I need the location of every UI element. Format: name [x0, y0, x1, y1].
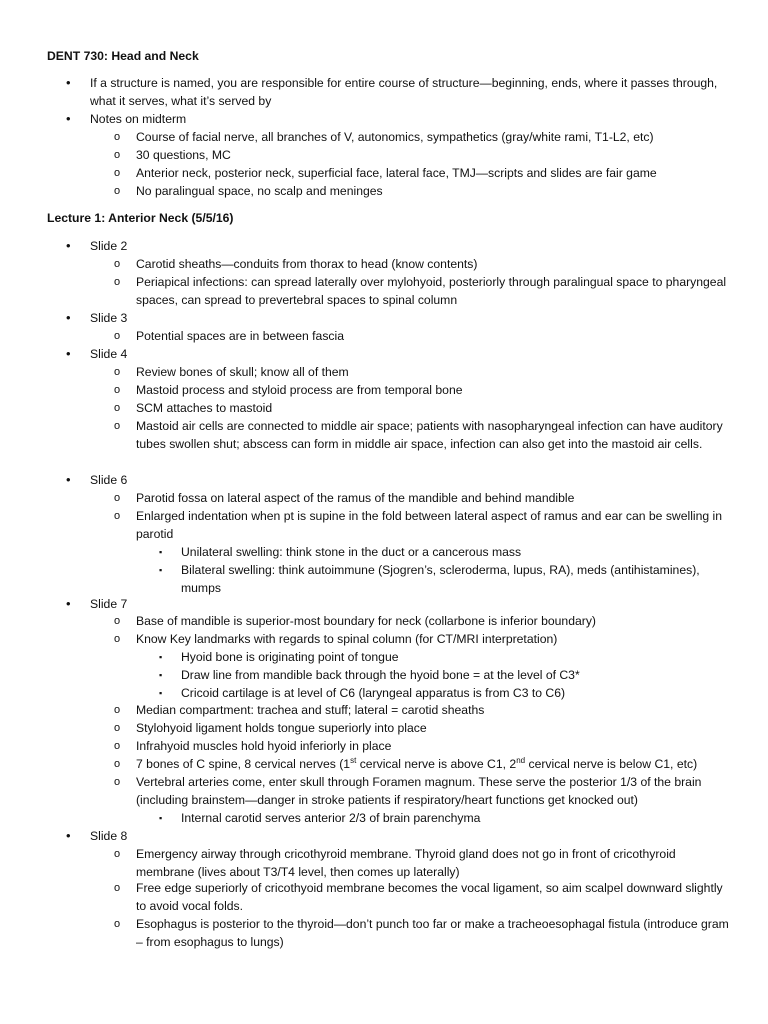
circle-marker: o [114, 185, 121, 197]
slide-7-subitem [159, 684, 736, 702]
document-title: DENT 730: Head and Neck [47, 49, 199, 63]
ordinal-st: st [350, 755, 357, 765]
slide-7-item [114, 701, 736, 719]
cervical-text-c: cervical nerve is below C1, etc) [525, 757, 698, 771]
bullet-text: Notes on midterm [90, 112, 187, 126]
slide-6-bullet [66, 471, 730, 489]
ordinal-nd: nd [516, 755, 526, 765]
slide-label: Slide 2 [90, 239, 128, 253]
slide-7-subitem [159, 648, 736, 666]
circle-marker: o [114, 848, 121, 860]
midterm-note [114, 164, 736, 182]
item-text: Parotid fossa on lateral aspect of the ramus of the mandible and behind mandible [136, 491, 575, 505]
bullet-marker: • [66, 75, 71, 90]
circle-marker: o [114, 722, 121, 734]
square-marker: ▪ [159, 688, 163, 698]
bullet-marker: • [66, 310, 71, 325]
item-text: Base of mandible is superior-most boundary for neck (collarbone is inferior boundary) [136, 614, 596, 628]
circle-marker: o [114, 492, 121, 504]
slide-6-subitem [159, 561, 736, 597]
bullet-text: If a structure is named, you are responsible for entire course of structure—beginning, ends, where it passes through, what it serves, what it’s served by [90, 76, 718, 108]
bullet-marker: • [66, 472, 71, 487]
subitem-text: Hyoid bone is originating point of tongue [181, 650, 399, 664]
circle-marker: o [114, 258, 121, 270]
slide-3-item [114, 327, 736, 345]
circle-marker: o [114, 776, 121, 788]
square-marker: ▪ [159, 565, 163, 575]
slide-label: Slide 3 [90, 311, 128, 325]
item-text: Free edge superiorly of cricothyoid membrane becomes the vocal ligament, so aim scalpel downward slightly to avoid vocal folds. [136, 881, 723, 913]
item-text: SCM attaches to mastoid [136, 401, 273, 415]
slide-4-item [114, 417, 736, 453]
slide-4-bullet [66, 345, 730, 363]
item-text: Potential spaces are in between fascia [136, 329, 344, 343]
slide-7-cervical-item [114, 755, 736, 773]
intro-bullet [66, 74, 730, 110]
subitem-text: Internal carotid serves anterior 2/3 of brain parenchyma [181, 811, 481, 825]
slide-8-item [114, 915, 736, 951]
lecture-heading: Lecture 1: Anterior Neck (5/5/16) [47, 211, 234, 225]
bullet-marker: • [66, 596, 71, 611]
circle-marker: o [114, 167, 121, 179]
bullet-marker: • [66, 828, 71, 843]
slide-6-item [114, 489, 736, 507]
circle-marker: o [114, 330, 121, 342]
circle-marker: o [114, 420, 121, 432]
circle-marker: o [114, 918, 121, 930]
circle-marker: o [114, 276, 121, 288]
square-marker: ▪ [159, 670, 163, 680]
slide-7-bullet [66, 595, 730, 613]
item-text: Periapical infections: can spread laterally over mylohyoid, posteriorly through paralingual space to pharyngeal spaces, can spread to prevertebral spaces to spinal column [136, 275, 727, 307]
item-text: Vertebral arteries come, enter skull through Foramen magnum. These serve the posterior 1/3 of the brain (including brainstem—danger in stroke patients if respiratory/heart functions get knocked out) [136, 775, 702, 807]
slide-2-item [114, 255, 736, 273]
circle-marker: o [114, 366, 121, 378]
bullet-marker: • [66, 111, 71, 126]
item-text: Infrahyoid muscles hold hyoid inferiorly in place [136, 739, 392, 753]
item-text: Esophagus is posterior to the thyroid—don’t punch too far or make a tracheoesophagal fistula (introduce gram – from esophagus to lungs) [136, 917, 729, 949]
midterm-note [114, 146, 736, 164]
slide-8-bullet [66, 827, 730, 845]
circle-marker: o [114, 615, 121, 627]
item-text: Review bones of skull; know all of them [136, 365, 349, 379]
slide-8-item [114, 845, 736, 881]
circle-marker: o [114, 633, 121, 645]
circle-marker: o [114, 402, 121, 414]
item-text: Carotid sheaths—conduits from thorax to head (know contents) [136, 257, 478, 271]
slide-4-item [114, 363, 736, 381]
note-text: 30 questions, MC [136, 148, 231, 162]
item-text [136, 755, 736, 773]
item-text: Enlarged indentation when pt is supine in the fold between lateral aspect of ramus and ear can be swelling in parotid [136, 509, 723, 541]
square-marker: ▪ [159, 652, 163, 662]
bullet-marker: • [66, 238, 71, 253]
slide-3-bullet [66, 309, 730, 327]
midterm-note [114, 182, 736, 200]
slide-7-item [114, 737, 736, 755]
circle-marker: o [114, 131, 121, 143]
slide-label: Slide 8 [90, 829, 128, 843]
circle-marker: o [114, 740, 121, 752]
slide-4-item [114, 381, 736, 399]
bullet-marker: • [66, 346, 71, 361]
slide-7-subitem [159, 666, 736, 684]
slide-6-item [114, 507, 736, 543]
slide-7-item [114, 719, 736, 737]
slide-8-item [114, 879, 736, 915]
slide-label: Slide 4 [90, 347, 128, 361]
slide-7-subitem [159, 809, 736, 827]
subitem-text: Unilateral swelling: think stone in the duct or a cancerous mass [181, 545, 522, 559]
item-text: Stylohyoid ligament holds tongue superiorly into place [136, 721, 427, 735]
slide-6-subitem [159, 543, 736, 561]
slide-4-item [114, 399, 736, 417]
item-text: Mastoid process and styloid process are from temporal bone [136, 383, 463, 397]
square-marker: ▪ [159, 547, 163, 557]
note-text: No paralingual space, no scalp and meninges [136, 184, 383, 198]
circle-marker: o [114, 882, 121, 894]
slide-7-item [114, 773, 736, 809]
item-text: Median compartment: trachea and stuff; lateral = carotid sheaths [136, 703, 485, 717]
slide-2-bullet [66, 237, 730, 255]
slide-2-item [114, 273, 736, 309]
slide-label: Slide 7 [90, 597, 128, 611]
item-text: Know Key landmarks with regards to spinal column (for CT/MRI interpretation) [136, 632, 558, 646]
item-text: Emergency airway through cricothyroid membrane. Thyroid gland does not go in front of cricothyroid membrane (lives about T3/T4 level, then comes up laterally) [136, 847, 676, 879]
item-text: Mastoid air cells are connected to middle air space; patients with nasopharyngeal infection can have auditory tubes swollen shut; abscess can form in middle air space, infection can also get into the mastoid air cells. [136, 419, 723, 451]
circle-marker: o [114, 384, 121, 396]
slide-7-item [114, 612, 736, 630]
subitem-text: Draw line from mandible back through the hyoid bone = at the level of C3* [181, 668, 580, 682]
midterm-note [114, 128, 736, 146]
subitem-text: Bilateral swelling: think autoimmune (Sjogren’s, scleroderma, lupus, RA), meds (antihistamines), mumps [181, 563, 700, 595]
square-marker: ▪ [159, 813, 163, 823]
subitem-text: Cricoid cartilage is at level of C6 (laryngeal apparatus is from C3 to C6) [181, 686, 566, 700]
cervical-text-b: cervical nerve is above C1, 2 [356, 757, 517, 771]
cervical-text-a: 7 bones of C spine, 8 cervical nerves (1 [136, 757, 351, 771]
note-text: Anterior neck, posterior neck, superficial face, lateral face, TMJ—scripts and slides are fair game [136, 166, 657, 180]
intro-bullet [66, 110, 730, 128]
slide-label: Slide 6 [90, 473, 128, 487]
circle-marker: o [114, 704, 121, 716]
note-text: Course of facial nerve, all branches of V, autonomics, sympathetics (gray/white rami, T1-L2, etc) [136, 130, 654, 144]
circle-marker: o [114, 510, 121, 522]
circle-marker: o [114, 758, 121, 770]
slide-7-item [114, 630, 736, 648]
circle-marker: o [114, 149, 121, 161]
